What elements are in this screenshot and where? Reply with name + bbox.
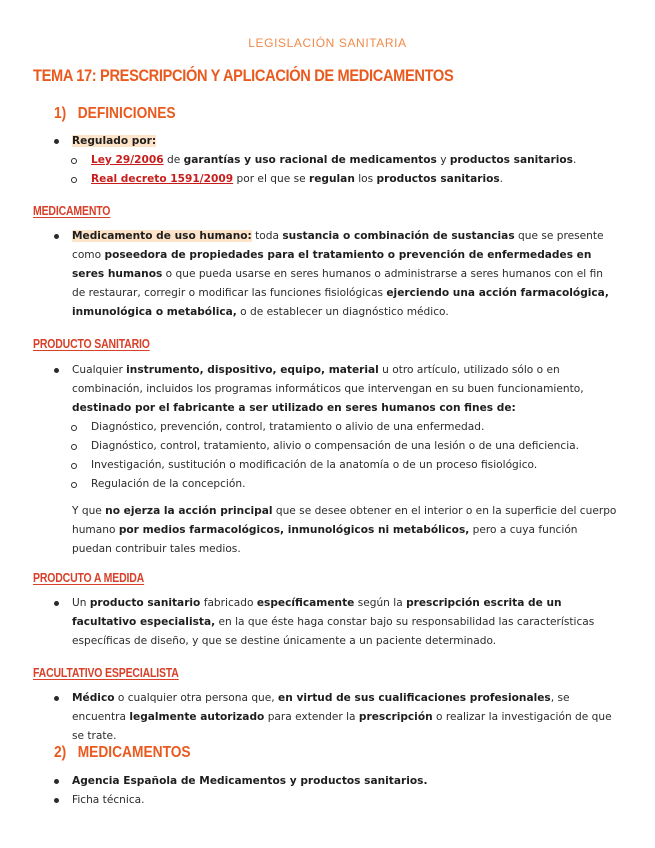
section-1-number: 1) bbox=[54, 105, 67, 122]
text: o que pueda usarse en seres humanos o administrarse a seres humanos con el fin de restaurar, corregir o modificar las funciones fisiológicas bbox=[72, 268, 603, 299]
subitem-text: Regulación de la concepción. bbox=[91, 478, 246, 490]
bullet-icon bbox=[54, 368, 59, 373]
text: . bbox=[572, 154, 577, 166]
bold-text: legalmente autorizado bbox=[129, 711, 265, 723]
section-1-title: DEFINICIONES bbox=[77, 105, 176, 122]
text: Cualquier bbox=[72, 364, 127, 376]
section-2-title: MEDICAMENTOS bbox=[77, 744, 191, 761]
text: los bbox=[354, 173, 377, 185]
text: Y que bbox=[72, 505, 106, 517]
list-item bbox=[54, 791, 619, 810]
bold-text: poseedora de propiedades para el tratamiento o prevención de enfermedades en seres humanos bbox=[72, 249, 592, 280]
document-header: LEGISLACIÓN SANITARIA bbox=[248, 36, 407, 50]
list-item bbox=[71, 170, 619, 189]
circle-bullet-icon bbox=[71, 482, 77, 488]
bold-text: producto sanitario bbox=[89, 597, 201, 609]
text: . bbox=[499, 173, 504, 185]
facultativo-block bbox=[54, 689, 619, 746]
bold-text: prescripción bbox=[358, 711, 433, 723]
bullet-icon bbox=[54, 779, 59, 784]
text: para extender la bbox=[264, 711, 359, 723]
bold-text: garantías y uso racional de medicamentos bbox=[183, 154, 437, 166]
facultativo-especialista-heading: FACULTATIVO ESPECIALISTA bbox=[33, 666, 179, 680]
bold-text: instrumento, dispositivo, equipo, material bbox=[126, 364, 379, 376]
text: que se presente como bbox=[72, 230, 604, 261]
bold-text: regulan bbox=[309, 173, 355, 185]
text: según la bbox=[354, 597, 407, 609]
subitem-text: Investigación, sustitución o modificación de la anatomía o de un proceso fisiológico. bbox=[91, 459, 538, 471]
text: en la que éste haga constar bajo su responsabilidad las características específicas de diseño, y que se destine únicamente a un paciente determinado. bbox=[72, 616, 595, 647]
list-item bbox=[54, 689, 619, 746]
circle-bullet-icon bbox=[71, 463, 77, 469]
text: Ficha técnica. bbox=[72, 794, 145, 806]
bold-text: no ejerza la acción principal bbox=[105, 505, 273, 517]
list-item bbox=[54, 361, 619, 418]
circle-bullet-icon bbox=[71, 177, 77, 183]
regulado-label: Regulado por: bbox=[72, 135, 157, 147]
medida-block bbox=[54, 594, 619, 651]
list-item bbox=[54, 132, 619, 151]
bullet-icon bbox=[54, 601, 59, 606]
producto-sanitario-heading: PRODUCTO SANITARIO bbox=[33, 337, 150, 351]
list-item bbox=[54, 772, 619, 791]
text: y bbox=[436, 154, 450, 166]
text: Un bbox=[72, 597, 90, 609]
section-1-heading bbox=[54, 105, 176, 123]
medicamentos-block bbox=[54, 772, 619, 810]
medicamento-heading: MEDICAMENTO bbox=[33, 204, 111, 218]
list-item bbox=[71, 151, 619, 170]
document-title: TEMA 17: PRESCRIPCIÓN Y APLICACIÓN DE MEDICAMENTOS bbox=[33, 66, 454, 85]
text: por el que se bbox=[233, 173, 309, 185]
bullet-icon bbox=[54, 139, 59, 144]
bold-text: productos sanitarios bbox=[376, 173, 500, 185]
list-item bbox=[71, 475, 619, 494]
text: o realizar la investigación de que se trate. bbox=[72, 711, 612, 742]
producto-paragraph bbox=[54, 502, 619, 559]
bold-text: destinado por el fabricante a ser utilizado en seres humanos con fines de: bbox=[72, 402, 516, 414]
text: toda bbox=[251, 230, 283, 242]
bullet-icon bbox=[54, 234, 59, 239]
bullet-icon bbox=[54, 798, 59, 803]
producto-a-medida-heading: PRODCUTO A MEDIDA bbox=[33, 571, 145, 585]
circle-bullet-icon bbox=[71, 158, 77, 164]
bold-text: prescripción escrita de un facultativo especialista, bbox=[72, 597, 562, 628]
section-2-heading bbox=[54, 744, 191, 762]
list-item bbox=[54, 227, 619, 322]
text: u otro artículo, utilizado sólo o en combinación, incluidos los programas informáticos que intervengan en su buen funcionamiento, bbox=[72, 364, 584, 395]
text: o de establecer un diagnóstico médico. bbox=[236, 306, 449, 318]
list-item bbox=[54, 594, 619, 651]
regulado-block bbox=[54, 132, 619, 189]
list-item bbox=[71, 437, 619, 456]
bold-text: sustancia o combinación de sustancias bbox=[282, 230, 515, 242]
medicamento-label: Medicamento de uso humano: bbox=[72, 230, 252, 242]
real-decreto-link[interactable]: Real decreto 1591/2009 bbox=[91, 173, 234, 185]
text: de bbox=[163, 154, 184, 166]
bold-text: Agencia Española de Medicamentos y productos sanitarios. bbox=[72, 775, 428, 787]
bold-text: productos sanitarios bbox=[449, 154, 573, 166]
producto-block bbox=[54, 361, 619, 559]
bold-text: Médico bbox=[72, 692, 115, 704]
text: o cualquier otra persona que, bbox=[114, 692, 279, 704]
text: que se desee obtener en el interior o en la superficie del cuerpo humano bbox=[72, 505, 617, 536]
text: pero a cuya función puedan contribuir tales medios. bbox=[72, 524, 578, 555]
circle-bullet-icon bbox=[71, 425, 77, 431]
bold-text: en virtud de sus cualificaciones profesionales bbox=[278, 692, 551, 704]
subitem-text: Diagnóstico, control, tratamiento, alivio o compensación de una lesión o de una deficiencia. bbox=[91, 440, 580, 452]
list-item bbox=[71, 456, 619, 475]
text: fabricado bbox=[200, 597, 257, 609]
bullet-icon bbox=[54, 696, 59, 701]
circle-bullet-icon bbox=[71, 444, 77, 450]
bold-text: ejerciendo una acción farmacológica, inmunológica o metabólica, bbox=[72, 287, 609, 318]
bold-text: por medios farmacológicos, inmunológicos ni metabólicos, bbox=[118, 524, 470, 536]
bold-text: específicamente bbox=[256, 597, 355, 609]
section-2-number: 2) bbox=[54, 744, 67, 761]
ley-link[interactable]: Ley 29/2006 bbox=[91, 154, 164, 166]
list-item bbox=[71, 418, 619, 437]
medicamento-block bbox=[54, 227, 619, 322]
text: , se encuentra bbox=[72, 692, 570, 723]
subitem-text: Diagnóstico, prevención, control, tratamiento o alivio de una enfermedad. bbox=[91, 421, 485, 433]
